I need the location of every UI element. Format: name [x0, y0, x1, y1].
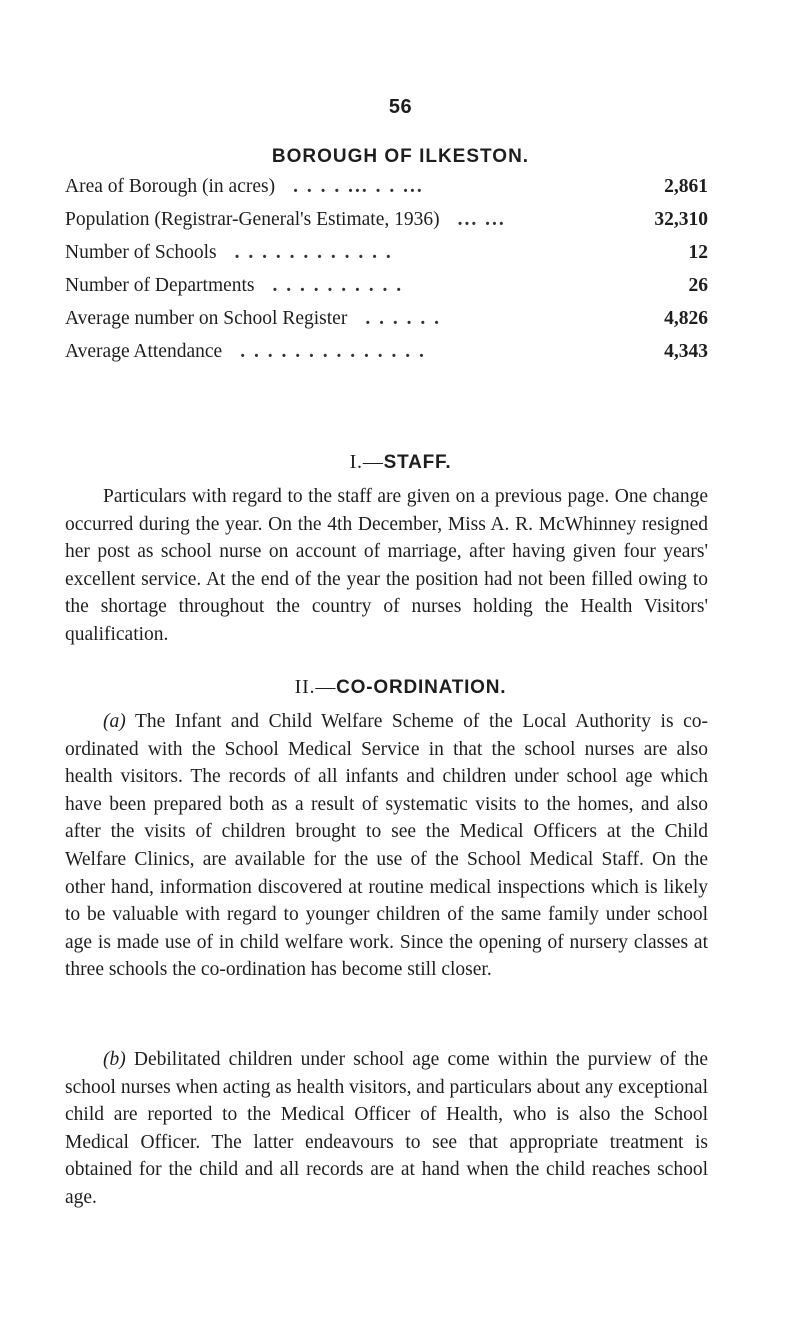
stat-value: 4,826 — [664, 308, 708, 329]
borough-statistics — [65, 170, 708, 368]
dot-leader: . . . . . . . . . . — [272, 275, 404, 296]
stat-value: 2,861 — [664, 176, 708, 197]
stat-row — [65, 236, 708, 269]
paragraph-marker: (a) — [103, 711, 126, 732]
stat-label: Number of Departments — [65, 275, 255, 296]
stat-row — [65, 302, 708, 335]
stat-value: 32,310 — [654, 209, 708, 230]
stat-label: Number of Schools — [65, 242, 217, 263]
stat-label: Area of Borough (in acres) — [65, 176, 276, 197]
paragraph-text: The Infant and Child Welfare Scheme of the Local Authority is co-ordinated with the School Medical Service in that the school nurses are also health visitors. The records of all infants and children under school age which have been prepared both as a result of systematic visits to the homes, and also after the visits of children brought to see the Medical Officers at the Child Welfare Clinics, are available for the use of the School Medical Staff. On the other hand, information discovered at routine medical inspections which is likely to be valuable with regard to younger children of the same family under school age is made use of in child welfare work. Since the opening of nursery classes at three schools the co-ordination has become still closer. — [65, 711, 708, 981]
section-title: CO-ORDINATION. — [336, 677, 507, 698]
staff-paragraph: Particulars with regard to the staff are given on a previous page. One change occurred during the year. On the 4th December, Miss A. R. McWhinney resigned her post as school nurse on account of marriage, after having given four years' excellent service. At the end of the year the position had not been filled owing to the shortage throughout the country of nurses holding the Health Visitors' qualification. — [65, 486, 708, 645]
dot-leader: . . . . . . . . . . . . — [234, 242, 393, 263]
section-title: STAFF. — [383, 452, 452, 473]
stat-row — [65, 203, 708, 236]
page-title: BOROUGH OF ILKESTON. — [271, 146, 530, 167]
stat-value: 26 — [688, 275, 708, 296]
dot-leader: . . . . ... . . ... — [293, 176, 424, 197]
coordination-paragraph-b — [65, 1046, 708, 1212]
dot-leader: . . . . . . . . . . . . . . — [240, 341, 426, 362]
stat-row — [65, 170, 708, 203]
stat-row — [65, 335, 708, 368]
stat-label: Average number on School Register — [65, 308, 348, 329]
stat-value: 12 — [688, 242, 708, 263]
dot-leader: . . . . . . — [365, 308, 441, 329]
paragraph-marker: (b) — [103, 1049, 126, 1070]
stat-value: 4,343 — [664, 341, 708, 362]
section-numeral: II.— — [294, 676, 337, 698]
stat-label: Average Attendance — [65, 341, 223, 362]
dot-leader: ... ... — [457, 209, 506, 230]
section-heading-staff — [0, 451, 801, 474]
paragraph-text: Debilitated children under school age come within the purview of the school nurses when acting as health visitors, and particulars about any exceptional child are reported to the Medical Officer of Health, who is also the School Medical Officer. The latter endeavours to see that appropriate treatment is obtained for the child and all records are at hand when the child reaches school age. — [65, 1049, 708, 1208]
stat-label: Population (Registrar-General's Estimate, 1936) — [65, 209, 440, 230]
coordination-paragraph-a — [65, 708, 708, 984]
section-numeral: I.— — [349, 451, 384, 473]
section-heading-coordination — [0, 676, 801, 699]
stat-row — [65, 269, 708, 302]
page-number: 56 — [388, 96, 413, 118]
